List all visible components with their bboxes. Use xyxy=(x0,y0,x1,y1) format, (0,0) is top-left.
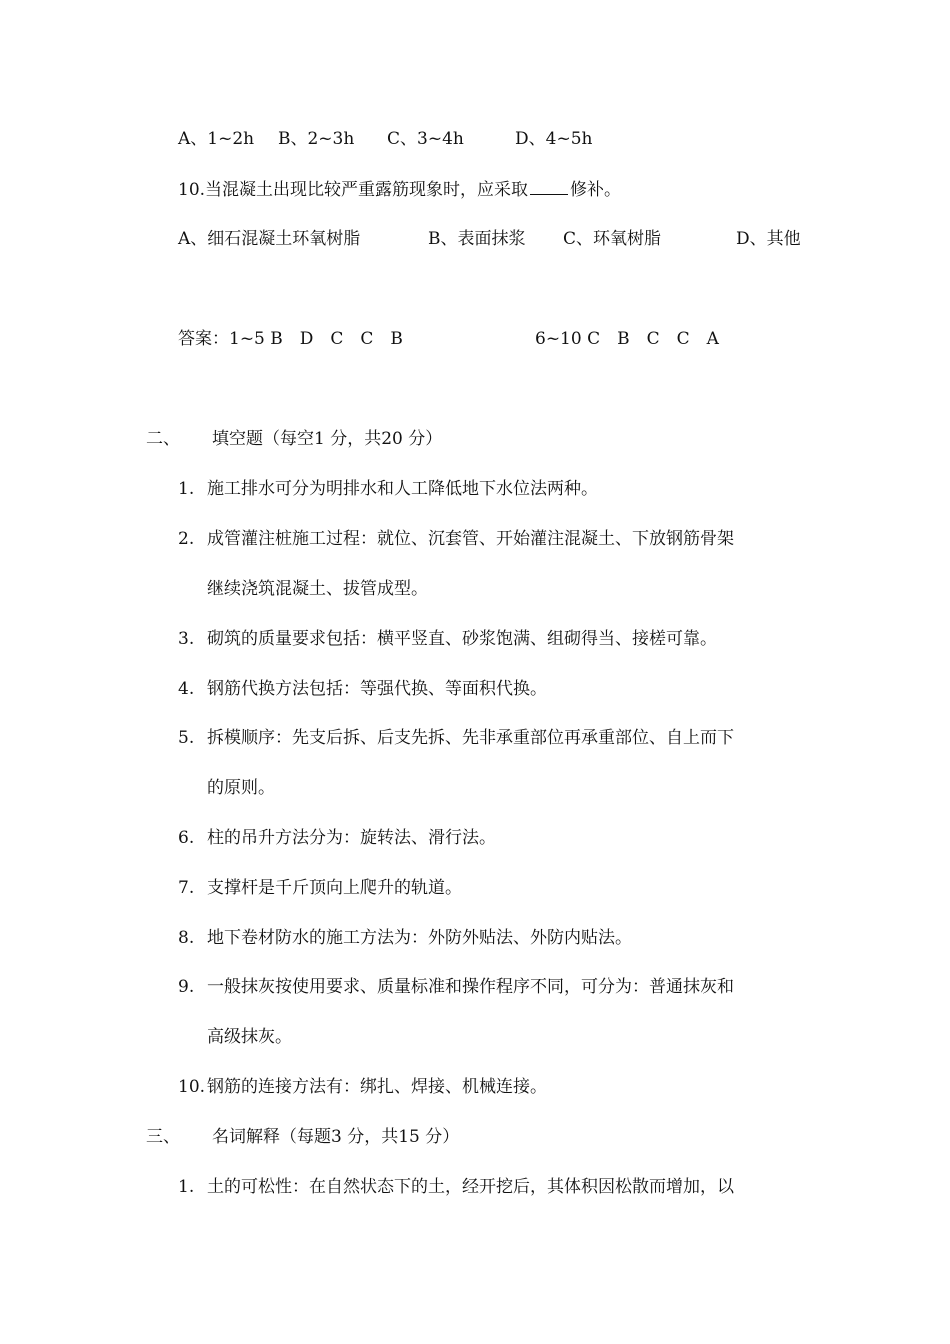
q10-stem-text: 10.当混凝土出现比较严重露筋现象时，应采取 xyxy=(178,180,529,200)
q9-option-a: A、1~2h xyxy=(178,129,255,149)
s2-item-text: 成管灌注桩施工过程：就位、沉套管、开始灌注混凝土、下放钢筋骨架 xyxy=(207,529,734,549)
s2-item-text: 钢筋代换方法包括：等强代换、等面积代换。 xyxy=(207,679,547,699)
s2-item-number: 7. xyxy=(178,878,195,898)
answers-6-10: 6~10 C B C C A xyxy=(535,329,719,349)
section2-title: 填空题（每空1 分，共20 分） xyxy=(212,429,443,449)
s2-item-text: 支撑杆是千斤顶向上爬升的轨道。 xyxy=(207,878,462,898)
q10-stem-end: 修补。 xyxy=(570,180,622,200)
s2-item-number: 10. xyxy=(178,1077,206,1097)
q9-option-d: D、4~5h xyxy=(515,129,593,149)
q10-blank xyxy=(530,178,568,195)
q9-option-b: B、2~3h xyxy=(278,129,355,149)
q10-option-c: C、环氧树脂 xyxy=(563,229,662,249)
s2-item-text: 施工排水可分为明排水和人工降低地下水位法两种。 xyxy=(207,479,598,499)
q10-option-b: B、表面抹浆 xyxy=(428,229,526,249)
s2-item-text: 地下卷材防水的施工方法为：外防外贴法、外防内贴法。 xyxy=(207,928,632,948)
q10-stem xyxy=(178,178,621,201)
s2-item-number: 1. xyxy=(178,479,195,499)
s2-item-number: 6. xyxy=(178,828,195,848)
s2-item-text: 钢筋的连接方法有：绑扎、焊接、机械连接。 xyxy=(207,1077,547,1097)
q10-option-a: A、细石混凝土环氧树脂 xyxy=(178,229,361,249)
q9-option-c: C、3~4h xyxy=(387,129,464,149)
s2-item-text: 一般抹灰按使用要求、质量标准和操作程序不同，可分为：普通抹灰和 xyxy=(207,977,734,997)
s2-item-continuation: 的原则。 xyxy=(207,778,275,798)
s2-item-number: 3. xyxy=(178,629,195,649)
s2-item-continuation: 高级抹灰。 xyxy=(207,1027,292,1047)
s2-item-text: 柱的吊升方法分为：旋转法、滑行法。 xyxy=(207,828,496,848)
section3-title: 名词解释（每题3 分，共15 分） xyxy=(212,1127,460,1147)
s3-item-number: 1. xyxy=(178,1177,195,1197)
s2-item-continuation: 继续浇筑混凝土、拔管成型。 xyxy=(207,579,428,599)
s3-item-text: 土的可松性：在自然状态下的土，经开挖后，其体积因松散而增加，以 xyxy=(207,1177,734,1197)
q10-option-d: D、其他 xyxy=(736,229,801,249)
s2-item-number: 9. xyxy=(178,977,195,997)
s2-item-number: 8. xyxy=(178,928,195,948)
section3-number: 三、 xyxy=(146,1127,180,1147)
section2-number: 二、 xyxy=(146,429,180,449)
s2-item-number: 5. xyxy=(178,728,195,748)
s2-item-number: 2. xyxy=(178,529,195,549)
s2-item-number: 4. xyxy=(178,679,195,699)
s2-item-text: 拆模顺序：先支后拆、后支先拆、先非承重部位再承重部位、自上而下 xyxy=(207,728,734,748)
s2-item-text: 砌筑的质量要求包括：横平竖直、砂浆饱满、组砌得当、接槎可靠。 xyxy=(207,629,717,649)
answers-1-5: 答案：1~5 B D C C B xyxy=(178,329,403,349)
